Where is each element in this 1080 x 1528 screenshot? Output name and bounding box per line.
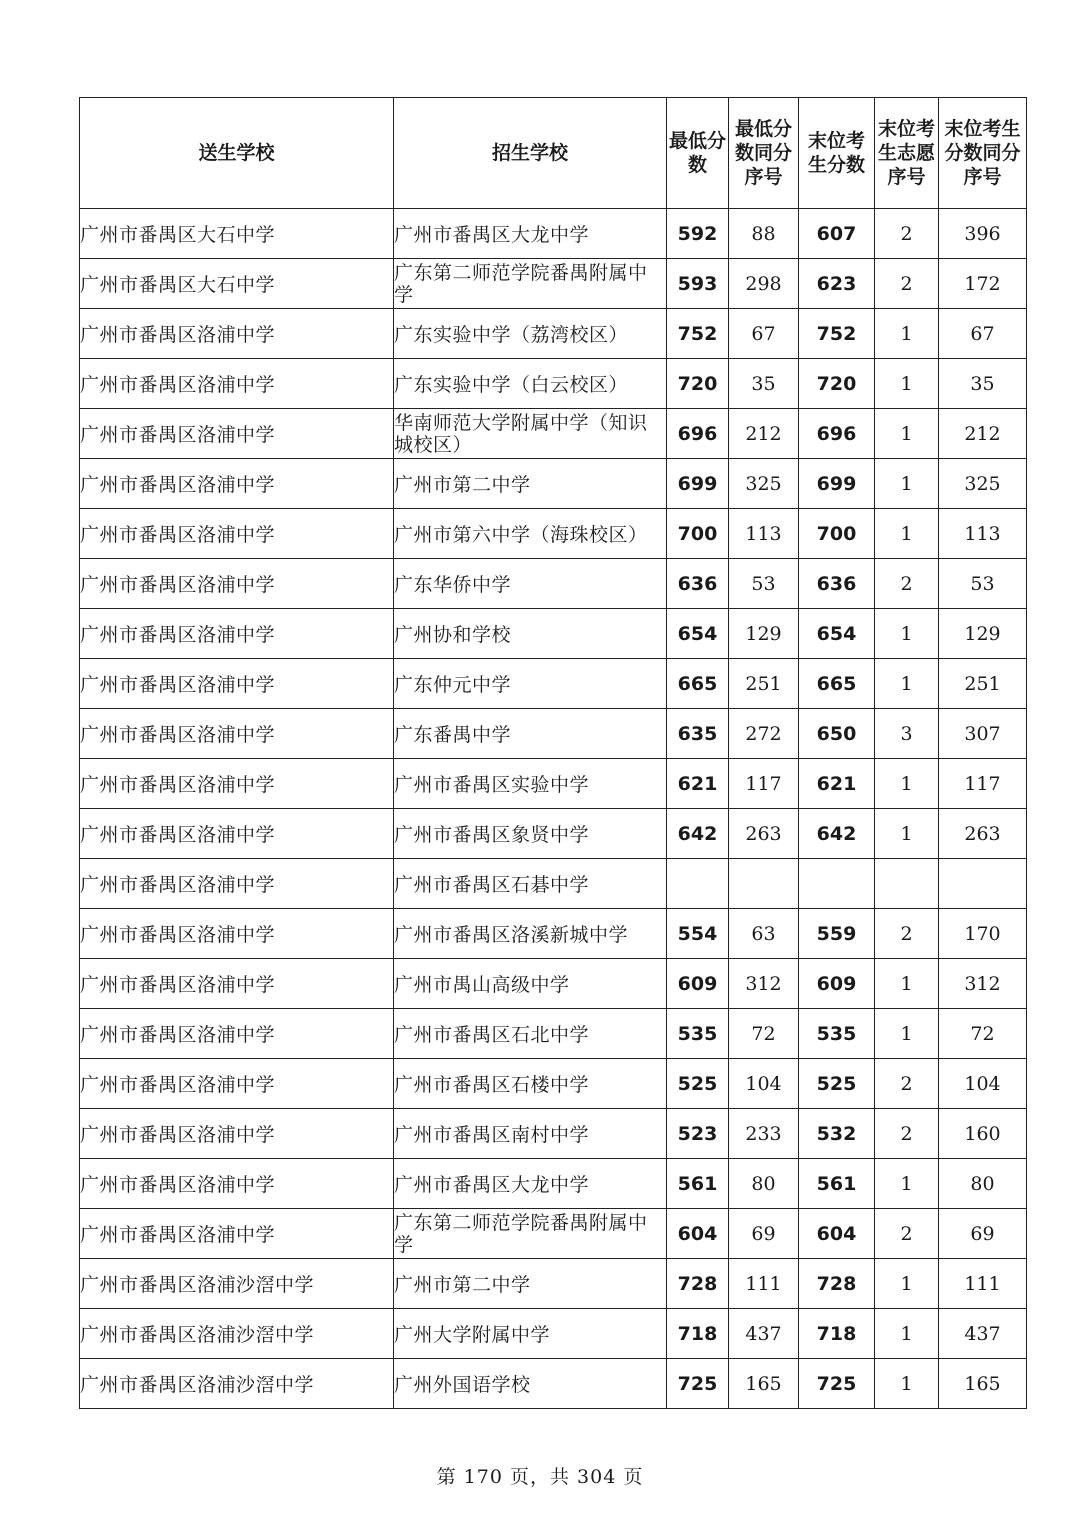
min-score-tie-rank-cell: 113 xyxy=(729,509,799,559)
table-row xyxy=(80,409,1027,459)
last-choice-rank-cell: 1 xyxy=(875,1359,939,1409)
last-choice-rank-cell: 1 xyxy=(875,1309,939,1359)
min-score-tie-rank-cell: 111 xyxy=(729,1259,799,1309)
last-tie-rank-cell: 129 xyxy=(939,609,1027,659)
last-score-cell: 607 xyxy=(799,209,875,259)
min-score-cell: 696 xyxy=(667,409,729,459)
last-choice-rank-cell: 1 xyxy=(875,959,939,1009)
last-tie-rank-cell: 251 xyxy=(939,659,1027,709)
min-score-tie-rank-cell: 53 xyxy=(729,559,799,609)
min-score-tie-rank-cell: 104 xyxy=(729,1059,799,1109)
last-tie-rank-cell: 396 xyxy=(939,209,1027,259)
min-score-cell: 621 xyxy=(667,759,729,809)
admitting-school-cell: 广州市番禺区南村中学 xyxy=(394,1109,667,1159)
min-score-cell: 700 xyxy=(667,509,729,559)
last-choice-rank-cell: 1 xyxy=(875,809,939,859)
min-score-tie-rank-cell: 263 xyxy=(729,809,799,859)
last-score-cell: 636 xyxy=(799,559,875,609)
sending-school-cell: 广州市番禺区洛浦中学 xyxy=(80,409,394,459)
table-row xyxy=(80,259,1027,309)
table-row xyxy=(80,209,1027,259)
last-tie-rank-cell: 104 xyxy=(939,1059,1027,1109)
sending-school-cell: 广州市番禺区洛浦中学 xyxy=(80,1009,394,1059)
sending-school-cell: 广州市番禺区洛浦中学 xyxy=(80,609,394,659)
sending-school-cell: 广州市番禺区洛浦沙滘中学 xyxy=(80,1309,394,1359)
min-score-tie-rank-cell: 165 xyxy=(729,1359,799,1409)
admitting-school-cell: 广州市番禺区大龙中学 xyxy=(394,209,667,259)
sending-school-cell: 广州市番禺区洛浦中学 xyxy=(80,509,394,559)
admitting-school-cell: 广东仲元中学 xyxy=(394,659,667,709)
sending-school-cell: 广州市番禺区洛浦沙滘中学 xyxy=(80,1259,394,1309)
sending-school-cell: 广州市番禺区洛浦中学 xyxy=(80,759,394,809)
last-tie-rank-cell: 325 xyxy=(939,459,1027,509)
sending-school-cell: 广州市番禺区洛浦沙滘中学 xyxy=(80,1359,394,1409)
last-score-cell: 752 xyxy=(799,309,875,359)
last-score-cell: 535 xyxy=(799,1009,875,1059)
min-score-cell: 535 xyxy=(667,1009,729,1059)
last-choice-rank-cell: 2 xyxy=(875,1209,939,1259)
admitting-school-cell: 广州大学附属中学 xyxy=(394,1309,667,1359)
last-tie-rank-cell: 165 xyxy=(939,1359,1027,1409)
min-score-tie-rank-cell: 63 xyxy=(729,909,799,959)
last-score-cell: 623 xyxy=(799,259,875,309)
admitting-school-cell: 广州市禺山高级中学 xyxy=(394,959,667,1009)
min-score-cell: 654 xyxy=(667,609,729,659)
table-row xyxy=(80,1209,1027,1259)
admitting-school-cell: 广州协和学校 xyxy=(394,609,667,659)
admitting-school-cell: 广州市番禺区石北中学 xyxy=(394,1009,667,1059)
admitting-school-cell: 广州外国语学校 xyxy=(394,1359,667,1409)
last-score-cell: 642 xyxy=(799,809,875,859)
last-score-cell: 718 xyxy=(799,1309,875,1359)
table-row xyxy=(80,909,1027,959)
last-score-cell: 609 xyxy=(799,959,875,1009)
last-choice-rank-cell: 1 xyxy=(875,359,939,409)
min-score-tie-rank-cell: 72 xyxy=(729,1009,799,1059)
last-tie-rank-cell: 80 xyxy=(939,1159,1027,1209)
min-score-tie-rank-cell: 272 xyxy=(729,709,799,759)
min-score-cell: 728 xyxy=(667,1259,729,1309)
last-tie-rank-cell: 312 xyxy=(939,959,1027,1009)
header-sending-school: 送生学校 xyxy=(80,98,394,209)
last-choice-rank-cell: 1 xyxy=(875,409,939,459)
last-score-cell: 532 xyxy=(799,1109,875,1159)
table-row xyxy=(80,1259,1027,1309)
last-tie-rank-cell: 113 xyxy=(939,509,1027,559)
last-tie-rank-cell: 263 xyxy=(939,809,1027,859)
table-header-row xyxy=(80,98,1027,209)
min-score-cell: 636 xyxy=(667,559,729,609)
admitting-school-cell: 广州市第二中学 xyxy=(394,1259,667,1309)
last-tie-rank-cell: 35 xyxy=(939,359,1027,409)
table-body xyxy=(80,209,1027,1409)
table-row xyxy=(80,659,1027,709)
last-score-cell: 650 xyxy=(799,709,875,759)
min-score-tie-rank-cell: 80 xyxy=(729,1159,799,1209)
min-score-cell: 720 xyxy=(667,359,729,409)
table-row xyxy=(80,759,1027,809)
sending-school-cell: 广州市番禺区洛浦中学 xyxy=(80,309,394,359)
min-score-cell: 604 xyxy=(667,1209,729,1259)
admitting-school-cell: 广东番禺中学 xyxy=(394,709,667,759)
sending-school-cell: 广州市番禺区大石中学 xyxy=(80,209,394,259)
admitting-school-cell: 广东华侨中学 xyxy=(394,559,667,609)
sending-school-cell: 广州市番禺区洛浦中学 xyxy=(80,1159,394,1209)
last-tie-rank-cell: 111 xyxy=(939,1259,1027,1309)
admitting-school-cell: 广州市第六中学（海珠校区） xyxy=(394,509,667,559)
min-score-tie-rank-cell: 233 xyxy=(729,1109,799,1159)
sending-school-cell: 广州市番禺区洛浦中学 xyxy=(80,859,394,909)
last-score-cell xyxy=(799,859,875,909)
last-choice-rank-cell: 2 xyxy=(875,1109,939,1159)
min-score-tie-rank-cell: 251 xyxy=(729,659,799,709)
last-choice-rank-cell: 2 xyxy=(875,909,939,959)
table-row xyxy=(80,1359,1027,1409)
sending-school-cell: 广州市番禺区洛浦中学 xyxy=(80,1059,394,1109)
last-score-cell: 699 xyxy=(799,459,875,509)
admitting-school-cell: 广州市番禺区实验中学 xyxy=(394,759,667,809)
sending-school-cell: 广州市番禺区洛浦中学 xyxy=(80,709,394,759)
sending-school-cell: 广州市番禺区洛浦中学 xyxy=(80,659,394,709)
last-choice-rank-cell: 2 xyxy=(875,259,939,309)
min-score-tie-rank-cell: 325 xyxy=(729,459,799,509)
last-choice-rank-cell: 1 xyxy=(875,1009,939,1059)
last-choice-rank-cell: 1 xyxy=(875,459,939,509)
table-row xyxy=(80,1159,1027,1209)
last-choice-rank-cell: 1 xyxy=(875,1259,939,1309)
last-tie-rank-cell: 170 xyxy=(939,909,1027,959)
last-choice-rank-cell: 2 xyxy=(875,1059,939,1109)
last-choice-rank-cell: 2 xyxy=(875,209,939,259)
admitting-school-cell: 广州市第二中学 xyxy=(394,459,667,509)
min-score-cell: 523 xyxy=(667,1109,729,1159)
admitting-school-cell: 广州市番禺区石碁中学 xyxy=(394,859,667,909)
table-row xyxy=(80,709,1027,759)
admitting-school-cell: 广州市番禺区洛溪新城中学 xyxy=(394,909,667,959)
table-row xyxy=(80,609,1027,659)
sending-school-cell: 广州市番禺区洛浦中学 xyxy=(80,1109,394,1159)
min-score-tie-rank-cell: 298 xyxy=(729,259,799,309)
table-row xyxy=(80,309,1027,359)
table-row xyxy=(80,1009,1027,1059)
last-choice-rank-cell: 3 xyxy=(875,709,939,759)
last-choice-rank-cell: 1 xyxy=(875,309,939,359)
last-tie-rank-cell: 212 xyxy=(939,409,1027,459)
admitting-school-cell: 广东实验中学（白云校区） xyxy=(394,359,667,409)
table-row xyxy=(80,459,1027,509)
last-tie-rank-cell: 117 xyxy=(939,759,1027,809)
last-score-cell: 720 xyxy=(799,359,875,409)
min-score-cell: 665 xyxy=(667,659,729,709)
min-score-tie-rank-cell: 67 xyxy=(729,309,799,359)
min-score-cell: 718 xyxy=(667,1309,729,1359)
last-tie-rank-cell: 172 xyxy=(939,259,1027,309)
min-score-cell: 593 xyxy=(667,259,729,309)
min-score-cell: 554 xyxy=(667,909,729,959)
min-score-cell: 592 xyxy=(667,209,729,259)
last-tie-rank-cell: 437 xyxy=(939,1309,1027,1359)
last-score-cell: 700 xyxy=(799,509,875,559)
header-last-student-score: 末位考生分数 xyxy=(799,98,875,209)
sending-school-cell: 广州市番禺区洛浦中学 xyxy=(80,809,394,859)
header-min-score-tie-rank: 最低分数同分序号 xyxy=(729,98,799,209)
table-row xyxy=(80,1109,1027,1159)
sending-school-cell: 广州市番禺区洛浦中学 xyxy=(80,459,394,509)
admission-table xyxy=(79,97,1027,1409)
min-score-tie-rank-cell: 129 xyxy=(729,609,799,659)
last-score-cell: 725 xyxy=(799,1359,875,1409)
min-score-cell: 609 xyxy=(667,959,729,1009)
last-score-cell: 696 xyxy=(799,409,875,459)
admitting-school-cell: 广东实验中学（荔湾校区） xyxy=(394,309,667,359)
table-row xyxy=(80,1059,1027,1109)
admitting-school-cell: 广州市番禺区石楼中学 xyxy=(394,1059,667,1109)
table-row xyxy=(80,509,1027,559)
min-score-tie-rank-cell: 437 xyxy=(729,1309,799,1359)
page-footer: 第 170 页，共 304 页 xyxy=(436,1466,644,1488)
header-min-score: 最低分数 xyxy=(667,98,729,209)
min-score-tie-rank-cell xyxy=(729,859,799,909)
min-score-cell: 725 xyxy=(667,1359,729,1409)
admitting-school-cell: 广州市番禺区象贤中学 xyxy=(394,809,667,859)
min-score-cell: 752 xyxy=(667,309,729,359)
table-row xyxy=(80,859,1027,909)
sending-school-cell: 广州市番禺区洛浦中学 xyxy=(80,1209,394,1259)
last-choice-rank-cell: 2 xyxy=(875,559,939,609)
admitting-school-cell: 广东第二师范学院番禺附属中学 xyxy=(394,259,667,309)
last-score-cell: 559 xyxy=(799,909,875,959)
min-score-tie-rank-cell: 312 xyxy=(729,959,799,1009)
last-choice-rank-cell: 1 xyxy=(875,1159,939,1209)
min-score-cell: 699 xyxy=(667,459,729,509)
last-tie-rank-cell: 160 xyxy=(939,1109,1027,1159)
last-tie-rank-cell: 53 xyxy=(939,559,1027,609)
header-last-student-tie-rank: 末位考生分数同分序号 xyxy=(939,98,1027,209)
min-score-tie-rank-cell: 35 xyxy=(729,359,799,409)
sending-school-cell: 广州市番禺区洛浦中学 xyxy=(80,559,394,609)
sending-school-cell: 广州市番禺区洛浦中学 xyxy=(80,359,394,409)
header-last-student-choice-rank: 末位考生志愿序号 xyxy=(875,98,939,209)
admitting-school-cell: 广东第二师范学院番禺附属中学 xyxy=(394,1209,667,1259)
last-choice-rank-cell: 1 xyxy=(875,509,939,559)
table-row xyxy=(80,359,1027,409)
table-row xyxy=(80,959,1027,1009)
min-score-tie-rank-cell: 212 xyxy=(729,409,799,459)
last-score-cell: 728 xyxy=(799,1259,875,1309)
last-choice-rank-cell xyxy=(875,859,939,909)
min-score-cell: 525 xyxy=(667,1059,729,1109)
table-row xyxy=(80,809,1027,859)
min-score-cell: 642 xyxy=(667,809,729,859)
min-score-tie-rank-cell: 88 xyxy=(729,209,799,259)
table-row xyxy=(80,559,1027,609)
last-score-cell: 654 xyxy=(799,609,875,659)
last-score-cell: 561 xyxy=(799,1159,875,1209)
last-choice-rank-cell: 1 xyxy=(875,759,939,809)
min-score-tie-rank-cell: 69 xyxy=(729,1209,799,1259)
last-tie-rank-cell: 307 xyxy=(939,709,1027,759)
last-tie-rank-cell: 67 xyxy=(939,309,1027,359)
header-admitting-school: 招生学校 xyxy=(394,98,667,209)
last-score-cell: 621 xyxy=(799,759,875,809)
last-tie-rank-cell xyxy=(939,859,1027,909)
last-score-cell: 604 xyxy=(799,1209,875,1259)
last-tie-rank-cell: 72 xyxy=(939,1009,1027,1059)
last-score-cell: 665 xyxy=(799,659,875,709)
sending-school-cell: 广州市番禺区洛浦中学 xyxy=(80,959,394,1009)
admitting-school-cell: 广州市番禺区大龙中学 xyxy=(394,1159,667,1209)
min-score-tie-rank-cell: 117 xyxy=(729,759,799,809)
min-score-cell: 561 xyxy=(667,1159,729,1209)
last-choice-rank-cell: 1 xyxy=(875,659,939,709)
last-tie-rank-cell: 69 xyxy=(939,1209,1027,1259)
table-row xyxy=(80,1309,1027,1359)
last-choice-rank-cell: 1 xyxy=(875,609,939,659)
min-score-cell xyxy=(667,859,729,909)
last-score-cell: 525 xyxy=(799,1059,875,1109)
admitting-school-cell: 华南师范大学附属中学（知识城校区） xyxy=(394,409,667,459)
sending-school-cell: 广州市番禺区洛浦中学 xyxy=(80,909,394,959)
sending-school-cell: 广州市番禺区大石中学 xyxy=(80,259,394,309)
min-score-cell: 635 xyxy=(667,709,729,759)
